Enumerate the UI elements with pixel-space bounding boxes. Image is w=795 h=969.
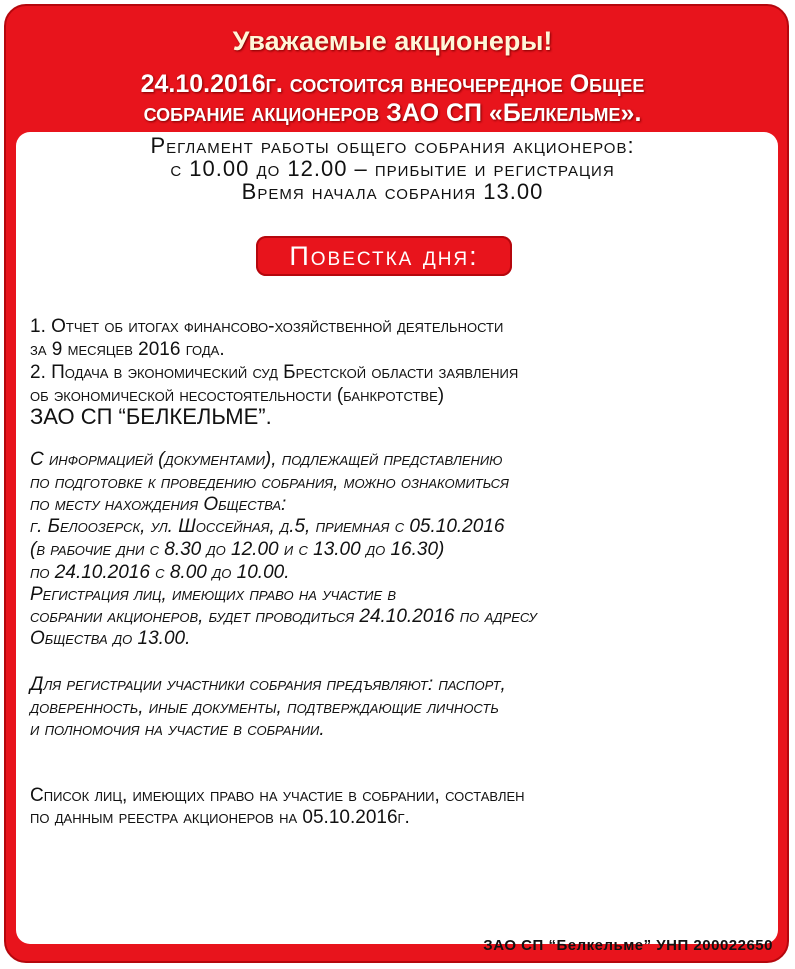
info-line-3: по месту нахождения Общества: <box>30 494 287 515</box>
registration-line-3: и полномочия на участие в собрании. <box>30 719 325 740</box>
agenda-item-1-line-1: 1. Отчет об итогах финансово-хозяйственной деятельности <box>30 316 504 337</box>
registration-line-1: Для регистрации участники собрания предъявляют: паспорт, <box>30 674 506 695</box>
list-line-1: Список лиц, имеющих право на участие в собрании, составлен <box>30 785 525 806</box>
info-line-2: по подготовке к проведению собрания, можно ознакомиться <box>30 472 509 493</box>
regulation-arrival: с 10.00 до 12.00 – прибытие и регистрация <box>170 156 615 181</box>
info-line-1: С информацией (документами), подлежащей представлению <box>30 449 503 470</box>
info-line-4: г. Белоозерск, ул. Шоссейная, д.5, приемная с 05.10.2016 <box>30 516 505 537</box>
list-line-2: по данным реестра акционеров на 05.10.2016г. <box>30 807 410 828</box>
regulation-title: Регламент работы общего собрания акционеров: <box>150 133 635 158</box>
agenda-item-2-line-3: ЗАО СП “БЕЛКЕЛЬМЕ”. <box>30 404 272 429</box>
meeting-date-line: 24.10.2016г. состоится внеочередное Общее <box>140 70 645 98</box>
info-line-9: Общества до 13.00. <box>30 628 191 649</box>
greeting-title: Уважаемые акционеры! <box>232 26 553 56</box>
agenda-item-2-line-2: об экономической несостоятельности (банкротстве) <box>30 385 445 406</box>
info-line-7: Регистрация лиц, имеющих право на участие в <box>30 584 397 605</box>
agenda-item-1-line-2: за 9 месяцев 2016 года. <box>30 339 225 360</box>
registration-line-2: доверенность, иные документы, подтверждающие личность <box>30 697 499 718</box>
info-line-5: (в рабочие дни с 8.30 до 12.00 и с 13.00 до 16.30) <box>30 539 445 560</box>
info-line-8: собрании акционеров, будет проводиться 24.10.2016 по адресу <box>30 606 537 627</box>
meeting-company-line: собрание акционеров ЗАО СП «Белкельме». <box>143 99 642 127</box>
info-line-6: по 24.10.2016 с 8.00 до 10.00. <box>30 562 290 583</box>
agenda-title-badge: Повестка дня: <box>256 236 512 276</box>
regulation-start: Время начала собрания 13.00 <box>241 179 544 204</box>
agenda-item-2-line-1: 2. Подача в экономический суд Брестской области заявления <box>30 362 519 383</box>
footer-company-id: ЗАО СП “Белкельме” УНП 200022650 <box>483 937 773 954</box>
